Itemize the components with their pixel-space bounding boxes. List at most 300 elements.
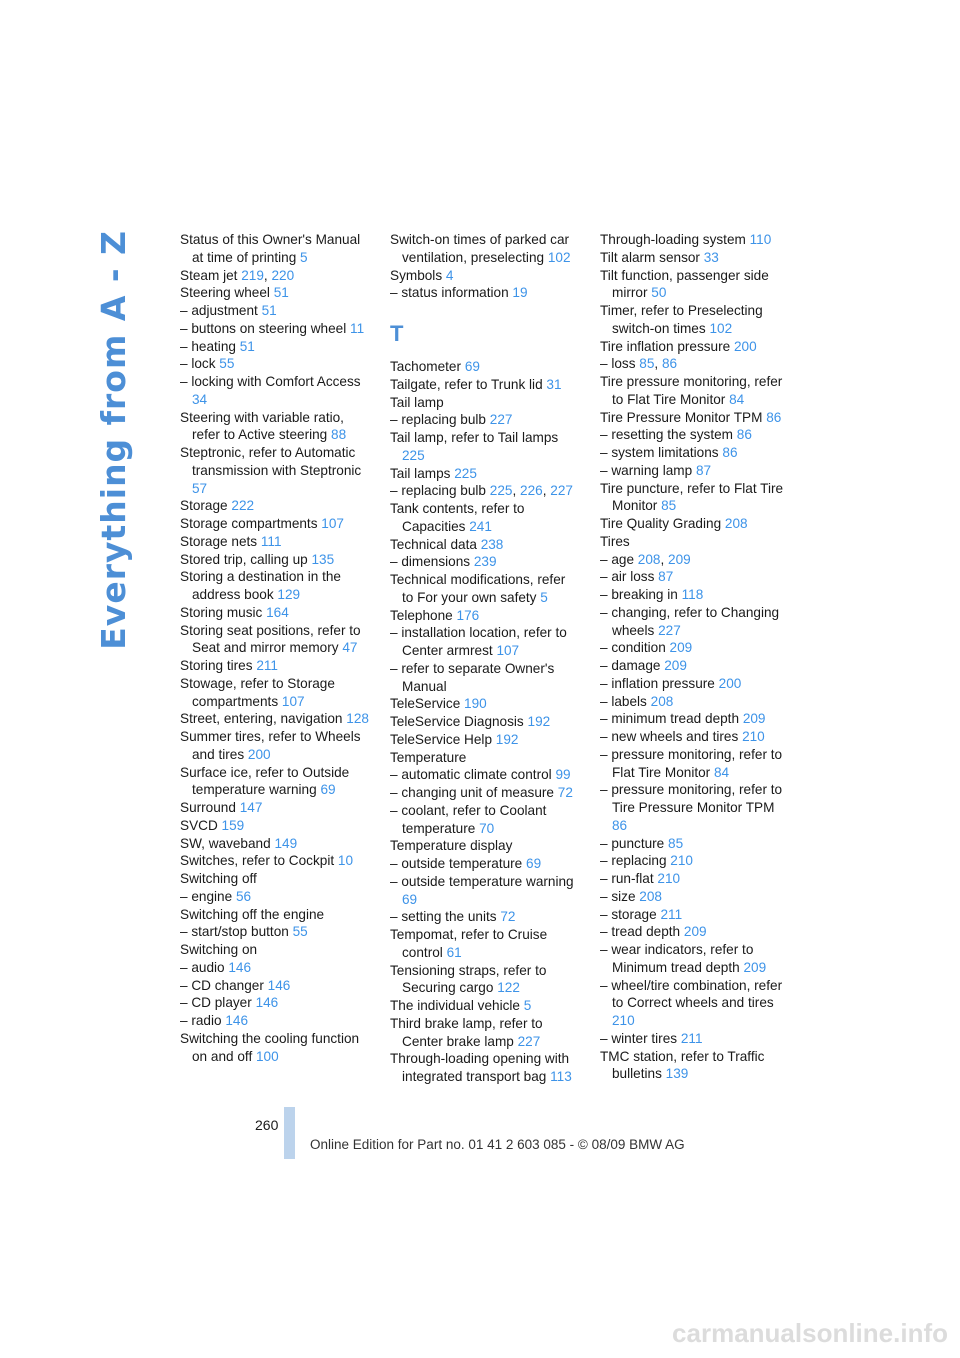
- page-link[interactable]: 226: [520, 483, 543, 499]
- index-entry: [390, 997, 580, 1015]
- index-entry: [180, 959, 370, 977]
- index-entry: [390, 284, 580, 302]
- index-entry: [180, 852, 370, 870]
- page-link[interactable]: 31: [546, 376, 562, 392]
- entry-term: – outside temperature: [390, 856, 527, 871]
- index-entry: [600, 409, 790, 427]
- page-link[interactable]: 102: [547, 249, 571, 265]
- index-entry: [600, 515, 790, 533]
- index-entry: [390, 962, 580, 998]
- page-link[interactable]: 208: [637, 551, 661, 567]
- index-entry: [600, 746, 790, 782]
- index-entry: [180, 409, 370, 445]
- entry-term: – audio: [180, 959, 229, 975]
- index-entry: [390, 713, 580, 731]
- page-link[interactable]: 69: [402, 891, 418, 907]
- index-entry: [390, 411, 580, 429]
- entry-term: – adjustment: [180, 303, 262, 318]
- index-entry: [180, 817, 370, 835]
- index-entry: [390, 607, 580, 625]
- entry-term: – buttons on steering wheel: [180, 320, 351, 336]
- index-entry: [600, 462, 790, 480]
- page-link[interactable]: 87: [695, 462, 712, 478]
- page-link[interactable]: 192: [495, 731, 519, 747]
- index-column-3: [600, 231, 790, 1083]
- index-entry: [600, 657, 790, 675]
- page-link[interactable]: 5: [540, 589, 548, 605]
- entry-term: Tail lamps: [390, 465, 455, 481]
- entry-term: – pressure monitoring, refer to Flat Tire Monitor: [600, 746, 783, 780]
- page-link[interactable]: 85: [661, 498, 677, 514]
- index-entry: [180, 657, 370, 675]
- page-link[interactable]: 50: [651, 285, 667, 301]
- page-link[interactable]: 219: [241, 267, 264, 283]
- index-entry: [180, 533, 370, 551]
- index-entry: [600, 426, 790, 444]
- page-link[interactable]: 86: [736, 427, 752, 443]
- entry-term: – locking with Comfort Access: [180, 374, 361, 389]
- index-entry: [180, 444, 370, 497]
- index-entry: [180, 284, 370, 302]
- page-link[interactable]: 227: [550, 483, 573, 499]
- page-link[interactable]: 69: [464, 359, 480, 374]
- entry-term: – replacing bulb: [390, 483, 490, 499]
- index-entry: [180, 1030, 370, 1066]
- page-link[interactable]: 200: [733, 338, 757, 354]
- index-entry: [180, 835, 370, 853]
- index-entry: [600, 231, 790, 249]
- page-link[interactable]: 51: [261, 303, 277, 318]
- entry-term: – coolant, refer to Coolant temperature: [390, 802, 547, 836]
- page-link[interactable]: 238: [480, 536, 504, 552]
- page-link[interactable]: 86: [612, 817, 628, 833]
- page-link[interactable]: 200: [718, 675, 742, 691]
- page-link[interactable]: 61: [446, 944, 462, 960]
- page-link[interactable]: 86: [766, 409, 782, 425]
- entry-term: Tilt alarm sensor: [600, 249, 704, 265]
- entry-term: – resetting the system: [600, 427, 737, 443]
- entry-term: Tail lamp, refer to Tail lamps: [390, 430, 559, 445]
- entry-term: – heating: [180, 338, 240, 354]
- side-title: Everything from A - Z: [94, 230, 133, 650]
- entry-term: Storing a destination in the address book: [180, 569, 341, 602]
- index-entry: [390, 267, 580, 285]
- index-entry: [600, 852, 790, 870]
- page-link[interactable]: 122: [497, 980, 520, 996]
- page-link[interactable]: 176: [456, 607, 480, 623]
- entry-term: – automatic climate control: [390, 767, 556, 783]
- entry-term: Stored trip, calling up: [180, 551, 312, 567]
- page-link[interactable]: 190: [464, 696, 487, 712]
- entry-term: Switches, refer to Cockpit: [180, 853, 338, 869]
- entry-term: – breaking in: [600, 587, 682, 602]
- page-link[interactable]: 135: [311, 551, 335, 567]
- index-entry: [600, 639, 790, 657]
- index-entry: [390, 926, 580, 962]
- entry-term: – warning lamp: [600, 462, 696, 478]
- index-entry: [390, 837, 580, 855]
- index-entry: [180, 355, 370, 373]
- page-link[interactable]: 200: [247, 746, 271, 762]
- entry-term: Tires: [600, 533, 630, 549]
- page-link[interactable]: 139: [665, 1066, 689, 1082]
- index-entry: [390, 749, 580, 767]
- index-entry: [180, 675, 370, 711]
- entry-term: Temperature: [390, 749, 467, 765]
- entry-term: Tempomat, refer to Cruise control: [390, 927, 548, 960]
- page-link[interactable]: 209: [742, 711, 766, 727]
- entry-term: Tail lamp: [390, 394, 444, 410]
- page-link[interactable]: 227: [658, 622, 681, 638]
- index-entry: [180, 799, 370, 817]
- entry-term: – start/stop button: [180, 924, 293, 940]
- entry-term: – winter tires: [600, 1030, 681, 1046]
- index-entry: [600, 906, 790, 924]
- entry-term: Tank contents, refer to Capacities: [390, 501, 525, 534]
- page-link[interactable]: 100: [256, 1048, 279, 1064]
- index-entry: [600, 710, 790, 728]
- page-link[interactable]: 85: [639, 356, 655, 372]
- page-link[interactable]: 159: [221, 817, 245, 833]
- index-entry: [600, 1030, 790, 1048]
- index-entry: [390, 695, 580, 713]
- entry-term: – air loss: [600, 569, 659, 585]
- index-entry: [600, 923, 790, 941]
- index-entry: [600, 604, 790, 640]
- page-link[interactable]: 107: [321, 516, 344, 531]
- entry-term: – system limitations: [600, 445, 723, 460]
- index-entry: [600, 568, 790, 586]
- entry-term: TeleService: [390, 696, 465, 712]
- index-entry: [600, 675, 790, 693]
- index-entry: [180, 764, 370, 800]
- entry-term: Switching the cooling function on and off: [180, 1030, 360, 1064]
- entry-term: Switching on: [180, 942, 258, 957]
- index-entry: [390, 1050, 580, 1086]
- index-entry: [180, 1012, 370, 1030]
- entry-term: Storage nets: [180, 533, 261, 549]
- page-number: 260: [255, 1117, 279, 1133]
- index-entry: [180, 977, 370, 995]
- entry-term: – run-flat: [600, 871, 658, 886]
- entry-term: Street, entering, navigation: [180, 711, 347, 727]
- page-link[interactable]: 55: [219, 356, 235, 372]
- index-entry: Steam jet 219, 220: [180, 267, 295, 283]
- entry-term: Timer, refer to Preselecting switch-on times: [600, 303, 763, 336]
- index-entry: [390, 536, 580, 554]
- entry-term: Storing seat positions, refer to Seat and mirror memory: [180, 622, 361, 656]
- page-link[interactable]: 210: [670, 853, 693, 869]
- entry-term: Through-loading opening with integrated transport bag: [390, 1051, 570, 1084]
- page-link[interactable]: 86: [661, 356, 678, 372]
- page-link[interactable]: 241: [469, 518, 492, 534]
- entry-term: SW, waveband: [180, 835, 275, 851]
- page-link[interactable]: 147: [239, 800, 263, 815]
- index-entry: [180, 728, 370, 764]
- page-link[interactable]: 146: [267, 977, 291, 993]
- entry-term: TeleService Help: [390, 731, 496, 747]
- index-entry: [390, 873, 580, 909]
- page-link[interactable]: 149: [274, 835, 298, 851]
- index-entry: [390, 571, 580, 607]
- page-link[interactable]: 227: [517, 1033, 541, 1049]
- entry-term: Steam jet: [180, 267, 242, 283]
- page-link[interactable]: 33: [703, 249, 719, 265]
- page-link[interactable]: 164: [266, 604, 289, 620]
- page-link[interactable]: 118: [681, 587, 704, 602]
- page-link[interactable]: 11: [350, 320, 365, 336]
- index-entry: [390, 908, 580, 926]
- index-entry: [390, 1015, 580, 1051]
- entry-term: – status information: [390, 285, 513, 301]
- index-entry: [390, 394, 580, 412]
- entry-term: Switching off the engine: [180, 906, 325, 922]
- entry-term: Through-loading system: [600, 232, 750, 247]
- page-link[interactable]: 72: [500, 909, 516, 925]
- page-link[interactable]: 56: [235, 888, 252, 904]
- page-link[interactable]: 85: [668, 835, 684, 851]
- entry-term: Symbols: [390, 267, 446, 283]
- page-link[interactable]: 209: [669, 640, 693, 656]
- entry-term: – condition: [600, 640, 670, 656]
- page-link[interactable]: 10: [337, 853, 354, 869]
- page-link[interactable]: 34: [192, 391, 208, 407]
- index-entry: [180, 231, 370, 267]
- index-entry: [600, 728, 790, 746]
- page-link[interactable]: 208: [724, 516, 748, 531]
- page-link[interactable]: 210: [657, 871, 681, 886]
- index-entry: [180, 373, 370, 409]
- index-entry: [390, 660, 580, 696]
- index-entry: [390, 784, 580, 802]
- page-link[interactable]: 84: [729, 391, 745, 407]
- entry-term: Steptronic, refer to Automatic transmission with Steptronic: [180, 445, 362, 478]
- page-link[interactable]: 129: [277, 587, 301, 602]
- page-link[interactable]: 99: [555, 767, 571, 783]
- entry-term: – new wheels and tires: [600, 729, 743, 744]
- entry-term: – changing unit of measure: [390, 785, 558, 800]
- index-entry: [180, 906, 370, 924]
- page-link[interactable]: 222: [231, 498, 255, 514]
- page-link[interactable]: 225: [402, 447, 425, 463]
- entry-term: Technical modifications, refer to For your own safety: [390, 572, 566, 605]
- page-link[interactable]: 55: [292, 924, 308, 940]
- entry-term: Storing tires: [180, 658, 257, 673]
- entry-term: – dimensions: [390, 554, 474, 570]
- index-entry: [390, 429, 580, 465]
- index-entry: [390, 231, 580, 267]
- entry-term: – labels: [600, 693, 651, 709]
- entry-term: – wear indicators, refer to Minimum tread depth: [600, 942, 754, 975]
- entry-term: – setting the units: [390, 909, 501, 925]
- page-link[interactable]: 57: [192, 480, 208, 496]
- page-link[interactable]: 86: [722, 445, 738, 460]
- page-link[interactable]: 220: [271, 267, 295, 283]
- entry-term: Stowage, refer to Storage compartments: [180, 675, 335, 709]
- entry-term: – replacing: [600, 853, 671, 869]
- index-entry: [180, 551, 370, 569]
- entry-term: Tire puncture, refer to Flat Tire Monitor: [600, 480, 784, 514]
- page-link[interactable]: 5: [523, 998, 532, 1013]
- index-entry: [390, 802, 580, 838]
- index-entry: [180, 515, 370, 533]
- entry-term: – CD changer: [180, 977, 268, 993]
- entry-term: Storage: [180, 498, 232, 514]
- entry-term: SVCD: [180, 817, 222, 833]
- entry-term: Tire Pressure Monitor TPM: [600, 409, 767, 425]
- index-entry: [600, 302, 790, 338]
- page-link[interactable]: 70: [479, 820, 495, 836]
- entry-term: Storing music: [180, 604, 267, 620]
- entry-term: Switch-on times of parked car ventilation, preselecting: [390, 232, 570, 265]
- index-entry: [390, 766, 580, 784]
- page-link[interactable]: 128: [346, 711, 369, 727]
- page-link[interactable]: 192: [527, 714, 551, 729]
- index-entry: [600, 338, 790, 356]
- footer-bar: [284, 1107, 295, 1159]
- index-entry: [180, 497, 370, 515]
- page-link[interactable]: 211: [660, 906, 683, 922]
- entry-term: – engine: [180, 888, 236, 904]
- page-link[interactable]: 210: [742, 729, 765, 744]
- section-letter: T: [390, 321, 404, 346]
- index-entry: [600, 835, 790, 853]
- page-link[interactable]: 146: [228, 959, 252, 975]
- entry-term: Surface ice, refer to Outside temperature warning: [180, 764, 350, 798]
- page-link[interactable]: 19: [512, 285, 528, 301]
- entry-term: – replacing bulb: [390, 412, 490, 428]
- entry-term: – size: [600, 888, 640, 904]
- footer-text: Online Edition for Part no. 01 41 2 603 085 - © 08/09 BMW AG: [310, 1137, 685, 1152]
- entry-term: – lock: [180, 356, 220, 372]
- index-entry: [390, 465, 580, 483]
- page-link[interactable]: 102: [709, 320, 733, 336]
- page-link[interactable]: 146: [255, 995, 279, 1011]
- entry-term: TMC station, refer to Traffic bulletins: [600, 1048, 765, 1082]
- index-entry: [390, 376, 580, 394]
- page-link[interactable]: 88: [331, 427, 347, 443]
- page-link[interactable]: 225: [454, 465, 477, 481]
- entry-term: Tire inflation pressure: [600, 338, 734, 354]
- entry-term: – tread depth: [600, 924, 684, 940]
- index-entry: – replacing bulb 225, 226, 227: [390, 483, 573, 499]
- page-link[interactable]: 111: [260, 533, 282, 549]
- entry-term: – installation location, refer to Center armrest: [390, 625, 567, 658]
- index-entry: [600, 941, 790, 977]
- entry-term: Status of this Owner's Manual at time of printing: [180, 232, 361, 265]
- entry-term: TeleService Diagnosis: [390, 714, 528, 729]
- page-link[interactable]: 84: [713, 764, 730, 780]
- index-entry: [180, 870, 370, 888]
- index-entry: [180, 302, 370, 320]
- entry-term: The individual vehicle: [390, 998, 524, 1013]
- page-link[interactable]: 225: [489, 483, 513, 499]
- entry-term: Third brake lamp, refer to Center brake lamp: [390, 1015, 543, 1049]
- page-link[interactable]: 87: [658, 569, 674, 585]
- page-link[interactable]: 113: [550, 1069, 572, 1084]
- index-entry: [180, 604, 370, 622]
- page-link[interactable]: 110: [749, 232, 772, 247]
- page-link[interactable]: 47: [342, 640, 358, 656]
- index-entry: [600, 586, 790, 604]
- entry-term: Tire Quality Grading: [600, 516, 725, 531]
- page-link[interactable]: 209: [668, 551, 691, 567]
- index-entry: [600, 444, 790, 462]
- page-link[interactable]: 5: [300, 249, 308, 265]
- page-link[interactable]: 209: [743, 959, 767, 975]
- index-entry: – loss 85, 86: [600, 356, 678, 372]
- index-entry: [600, 870, 790, 888]
- page-link[interactable]: 51: [273, 285, 289, 301]
- index-entry: [390, 731, 580, 749]
- entry-term: Storage compartments: [180, 516, 322, 531]
- page-link[interactable]: 208: [650, 693, 674, 709]
- index-entry: [180, 338, 370, 356]
- index-entry: [600, 888, 790, 906]
- page-link[interactable]: 107: [281, 693, 305, 709]
- entry-term: – outside temperature warning: [390, 873, 574, 889]
- index-entry: [180, 888, 370, 906]
- page-link[interactable]: 210: [612, 1013, 635, 1028]
- index-entry: [180, 622, 370, 658]
- page-link[interactable]: 69: [320, 782, 336, 798]
- entry-term: Telephone: [390, 607, 457, 623]
- index-entry: [180, 710, 370, 728]
- page-link[interactable]: 227: [489, 412, 513, 428]
- index-entry: [600, 373, 790, 409]
- index-entry: [390, 358, 580, 376]
- entry-term: – loss: [600, 356, 640, 372]
- index-entry: [180, 568, 370, 604]
- page-link[interactable]: 72: [557, 785, 573, 800]
- page-link[interactable]: 211: [680, 1030, 703, 1046]
- page-link[interactable]: 208: [639, 888, 662, 904]
- entry-term: – refer to separate Owner's Manual: [390, 660, 555, 694]
- entry-term: – inflation pressure: [600, 675, 719, 691]
- entry-term: Technical data: [390, 536, 481, 552]
- page-link[interactable]: 211: [256, 658, 278, 673]
- page-link[interactable]: 4: [445, 267, 454, 283]
- entry-term: – pressure monitoring, refer to Tire Pressure Monitor TPM: [600, 782, 783, 815]
- index-entry: – age 208, 209: [600, 551, 691, 567]
- page-link[interactable]: 69: [526, 856, 542, 871]
- index-entry: [390, 624, 580, 660]
- entry-term: – changing, refer to Changing wheels: [600, 604, 780, 638]
- entry-term: – CD player: [180, 995, 256, 1011]
- index-entry: [180, 994, 370, 1012]
- index-entry: [600, 781, 790, 834]
- index-entry: [180, 923, 370, 941]
- page-link[interactable]: 239: [473, 554, 497, 570]
- page-link[interactable]: 209: [664, 658, 687, 673]
- watermark: carmanualsonline.info: [672, 1318, 948, 1348]
- entry-term: – damage: [600, 658, 665, 673]
- index-entry: [600, 249, 790, 267]
- entry-term: Tire pressure monitoring, refer to Flat Tire Monitor: [600, 374, 783, 407]
- index-entry: [600, 1048, 790, 1084]
- page-link[interactable]: 209: [683, 924, 707, 940]
- index-entry: [390, 500, 580, 536]
- entry-term: Switching off: [180, 871, 257, 886]
- page-link[interactable]: 51: [239, 338, 255, 354]
- index-column-2: [390, 231, 580, 1086]
- index-entry: [600, 693, 790, 711]
- index-entry: [600, 533, 790, 551]
- index-column-1: [180, 231, 370, 1065]
- entry-term: – puncture: [600, 835, 669, 851]
- page-link[interactable]: 107: [496, 643, 520, 658]
- page-link[interactable]: 146: [225, 1013, 249, 1028]
